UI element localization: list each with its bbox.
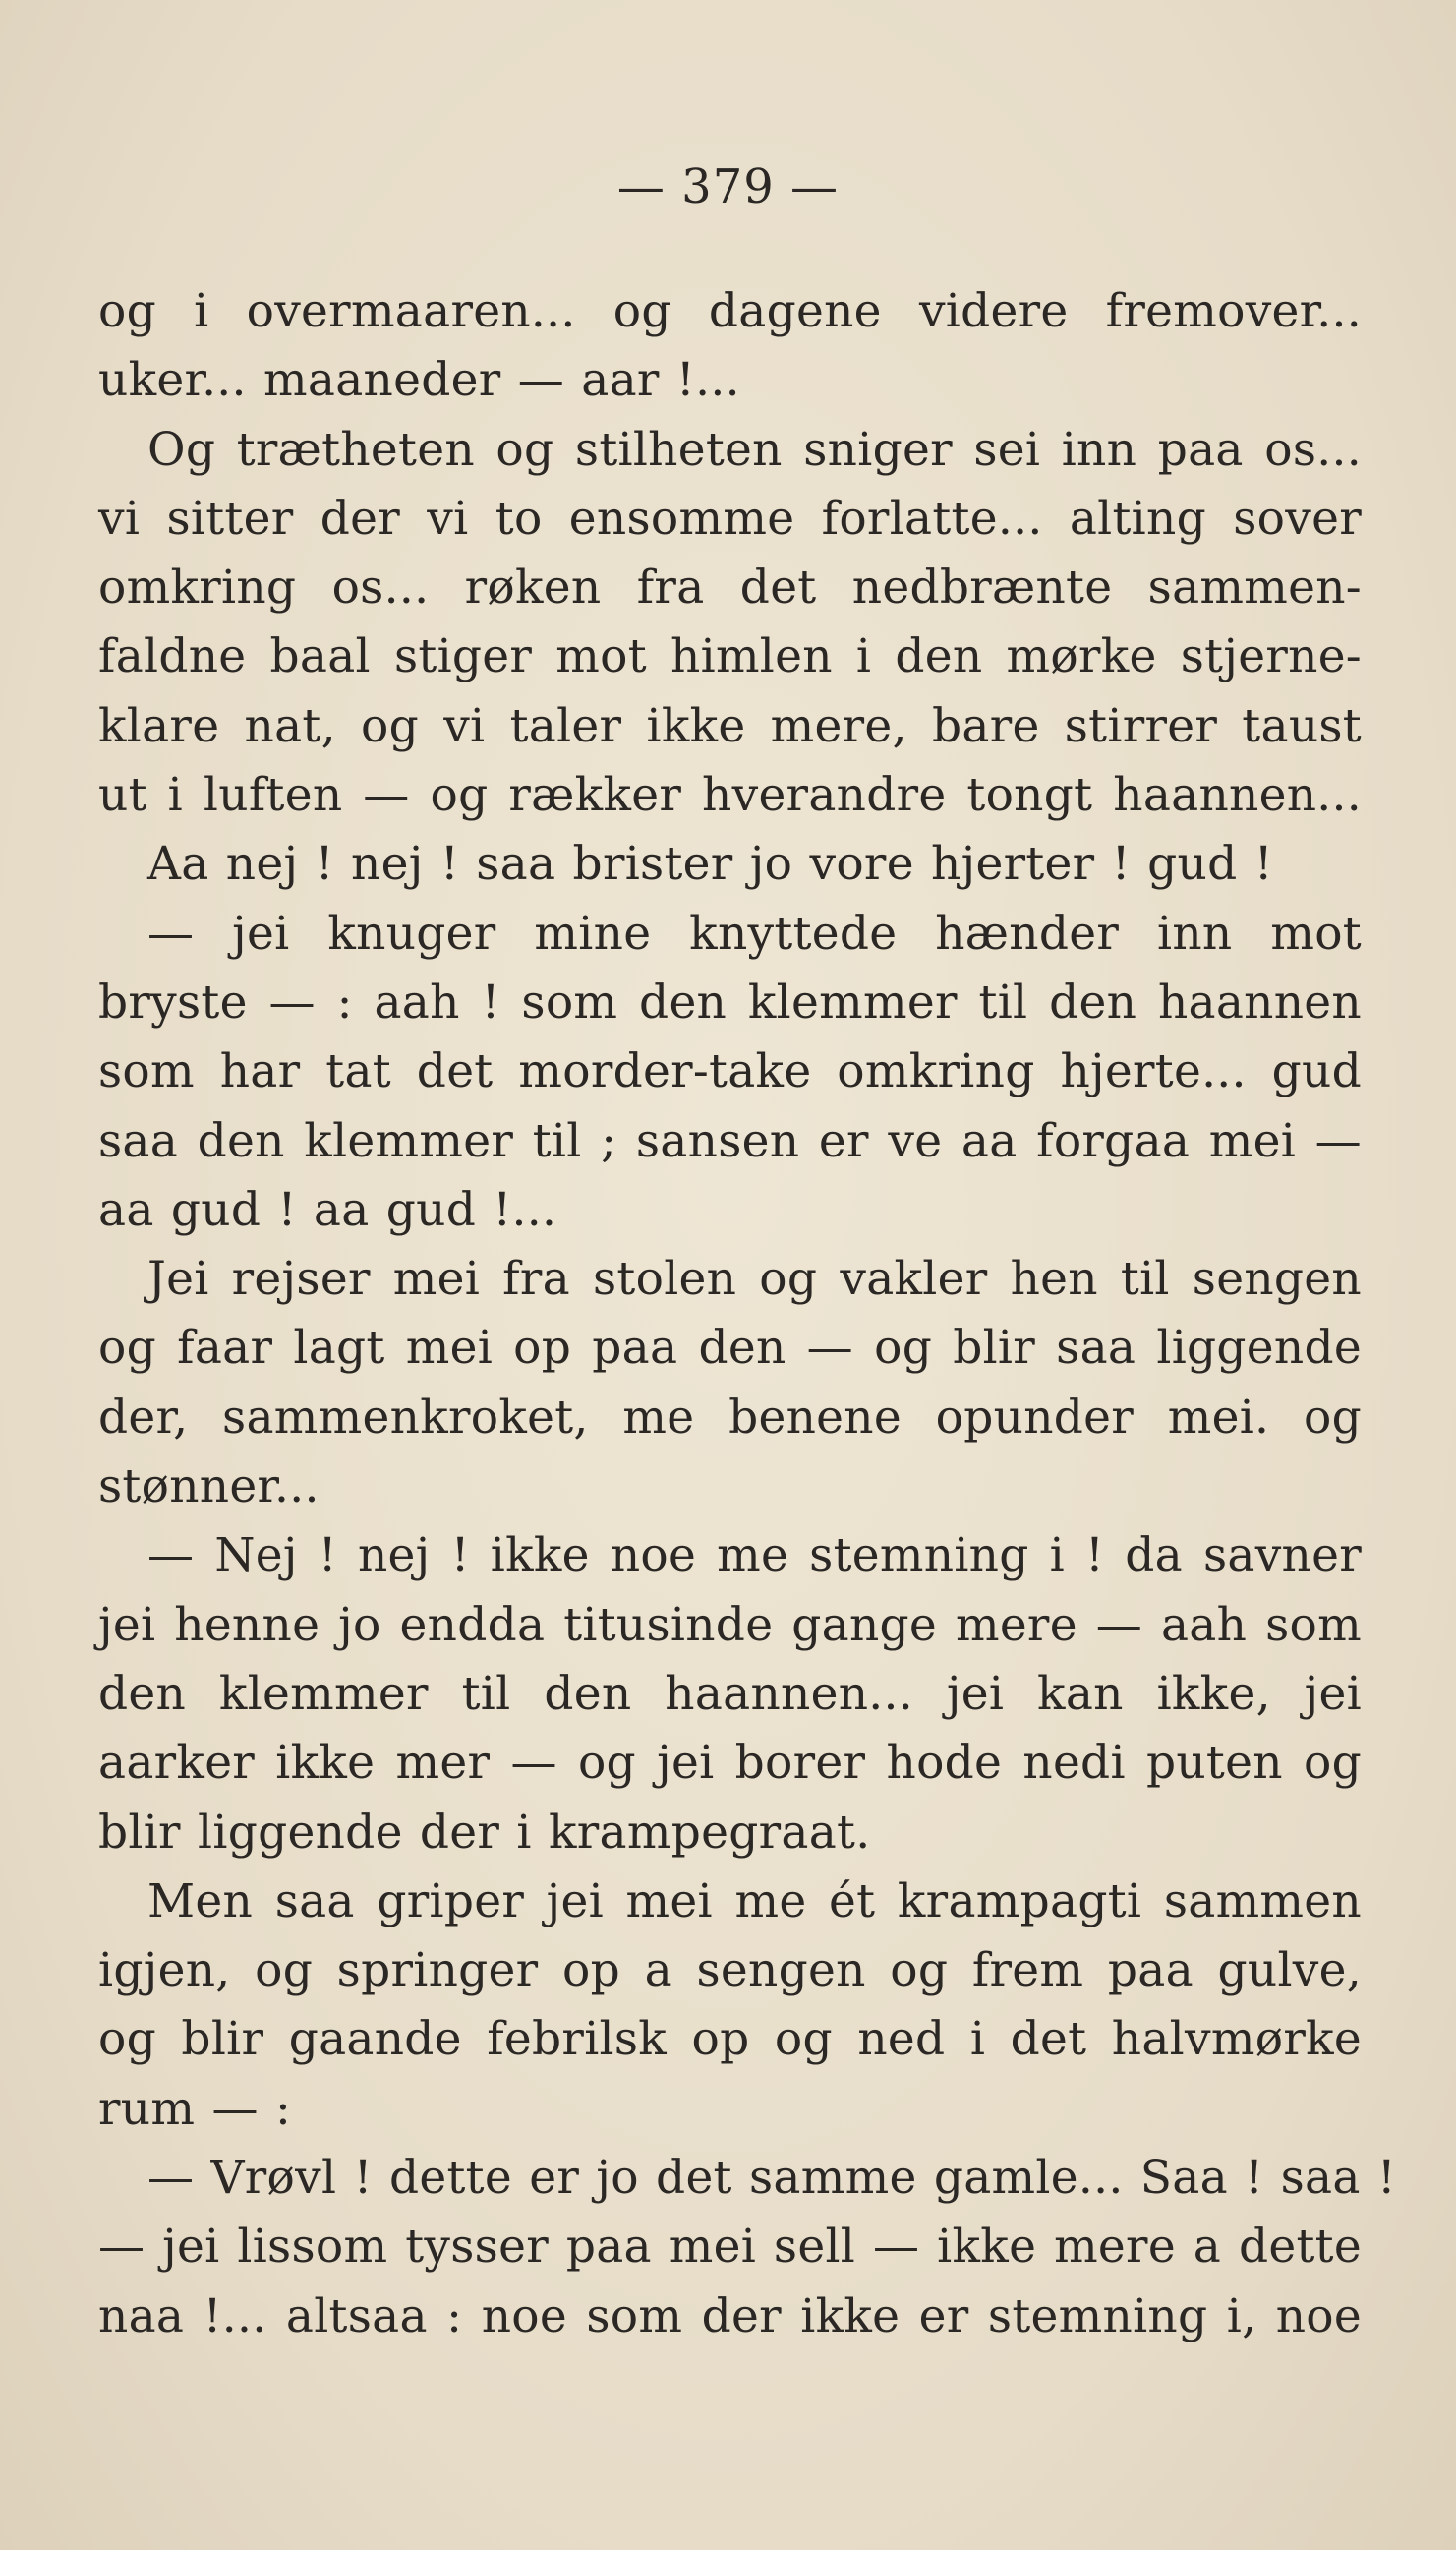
text-line: jei henne jo endda titusinde gange mere — aah som	[98, 1597, 1362, 1652]
text-line: Jei rejser mei fra stolen og vakler hen til sengen	[147, 1252, 1362, 1307]
text-line: saa den klemmer til ; sansen er ve aa forgaa mei —	[98, 1113, 1362, 1168]
text-line: — Vrøvl ! dette er jo det samme gamle... Saa ! saa !	[147, 2151, 1397, 2206]
text-line: omkring os... røken fra det nedbrænte sammen-	[98, 561, 1362, 616]
text-line: aarker ikke mer — og jei borer hode nedi puten og	[98, 1736, 1362, 1791]
text-line: der, sammenkroket, me benene opunder mei. og	[98, 1390, 1362, 1445]
text-line: aa gud ! aa gud !...	[98, 1182, 557, 1237]
text-line: — jei lissom tysser paa mei sell — ikke mere a dette	[98, 2220, 1362, 2275]
text-line: ut i luften — og rækker hverandre tongt haannen...	[98, 768, 1362, 823]
text-line: naa !... altsaa : noe som der ikke er stemning i, noe	[98, 2288, 1362, 2343]
text-line: bryste — : aah ! som den klemmer til den haannen	[98, 975, 1362, 1030]
text-line: og blir gaande febrilsk op og ned i det halvmørke	[98, 2012, 1362, 2067]
text-line: faldne baal stiger mot himlen i den mørke stjerne-	[98, 629, 1362, 684]
text-line: uker... maaneder — aar !...	[98, 353, 740, 408]
page-number: — 379 —	[616, 159, 840, 214]
text-line: Og trætheten og stilheten sniger sei inn paa os...	[147, 422, 1362, 477]
text-line: klare nat, og vi taler ikke mere, bare stirrer taust	[98, 698, 1362, 753]
text-line: Aa nej ! nej ! saa brister jo vore hjerter ! gud !	[147, 837, 1273, 892]
text-line: vi sitter der vi to ensomme forlatte... alting sover	[98, 491, 1362, 546]
text-line: og faar lagt mei op paa den — og blir saa liggende	[98, 1321, 1362, 1376]
text-line: Men saa griper jei mei me ét krampagti sammen	[147, 1873, 1362, 1928]
text-line: som har tat det morder-take omkring hjerte... gud	[98, 1044, 1362, 1099]
text-line: blir liggende der i krampegraat.	[98, 1805, 871, 1860]
text-line: den klemmer til den haannen... jei kan ikke, jei	[98, 1666, 1362, 1721]
text-line: rum — :	[98, 2081, 292, 2136]
text-line: stønner...	[98, 1459, 320, 1514]
text-line: — Nej ! nej ! ikke noe me stemning i ! da savner	[147, 1528, 1362, 1583]
text-line: — jei knuger mine knyttede hænder inn mot	[147, 906, 1362, 961]
text-line: igjen, og springer op a sengen og frem paa gulve,	[98, 1943, 1362, 1998]
text-line: og i overmaaren... og dagene videre fremover...	[98, 284, 1362, 338]
body-text	[98, 277, 1397, 2351]
